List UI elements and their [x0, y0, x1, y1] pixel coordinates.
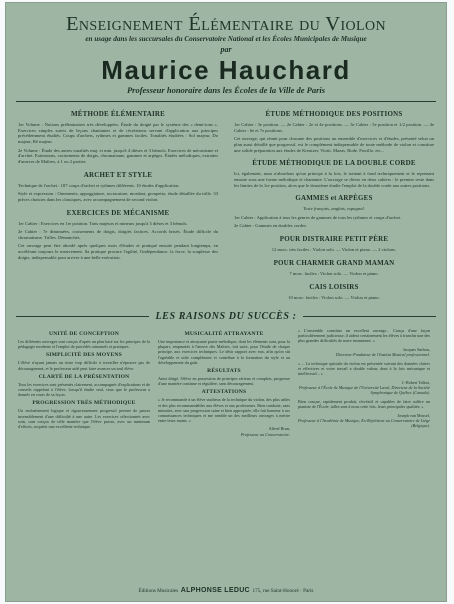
catalog-page — [6, 3, 446, 601]
left-column — [18, 108, 218, 303]
paragraph: Cet ouvrage peut être abordé après quelques mois d'études et pratiqué ensuite pendant longtemps, en accélérant toujours le mouvement. Sa pratique procure l'agilité, l'indépendance, la force, la souplesse des doigts, indispensable pour arriver à une belle exécution. — [18, 243, 218, 260]
success-banner — [16, 311, 436, 322]
success-column-1 — [18, 328, 150, 441]
paragraph: 2e Cahier : 7e diminuées, croisements de doigts, doigtés factices. Accords brisés. Étude difficile du chromatisme. Trilles. Démanchés. — [18, 229, 218, 240]
reason-text: « Je recommande à un élève studieux de la technique du violon, des plus utiles et des plus recommandables aux élèves et aux professeurs. Bien conduite, sans minuties, avec une progression saine et bien appropriée, elle fait honneur à ses connaissances techniques et me semble un des meilleurs ouvrages à mettre entre leurs mains. » — [158, 397, 290, 424]
signature-role: Professeur à l'Académie de Musique, Ex-Répétiteur au Conservatoire de Liège (Belgique). — [298, 417, 430, 429]
section-heading: MÉTHODE ÉLÉMENTAIRE — [70, 110, 166, 118]
paragraph: Style et expression : Ornements, appoggiature, acciacature, mordant, groupetto, étude détaillée du trille. 33 pièces choisies dans les classiques, avec accompagnement de second violon. — [18, 191, 218, 202]
by-label: par — [220, 45, 232, 54]
reason-text: Une importance et attrayante partie mélodique, dont les éléments sont, pour la plupart, empruntés à l'œuvre des Maîtres, fait suite, pour l'étude de chaque principe, aux exercices techniques. Le désir rapport avec eux, afin qu'on sût l'agréable et utile complément et contribue à la formation du style et au développement du goût. — [158, 339, 290, 365]
reason-text: Tous les exercices sont présentés clairement, accompagnés d'explications et de conseils rappelant à l'élève, lorsqu'il étudie seul, ceux que le professeur a donnés en cours de sa leçon. — [18, 381, 150, 398]
reason-heading: CLARTÉ DE LA PRÉSENTATION — [38, 373, 130, 380]
author-name: Maurice Hauchard — [101, 55, 351, 85]
signature-name: Alfred Brun, — [268, 426, 290, 432]
publisher-address: 175, rue Saint-Honoré · Paris — [252, 588, 314, 594]
banner-title: LES RAISONS DU SUCCÈS : — [155, 311, 297, 323]
signature — [298, 413, 430, 429]
publisher-name: ALPHONSE LEDUC — [180, 587, 250, 594]
section-heading: ARCHET ET STYLE — [83, 170, 153, 179]
reason-heading: ATTESTATIONS — [201, 389, 247, 396]
paragraph: Technique de l'archet : 187 coups d'archet et rythmes différents. 10 études d'application. — [18, 182, 180, 188]
signature-role: Professeur à l'École de Musique de l'Université Laval, Directeur de la Société Symphonique de Québec (Canada). — [298, 384, 430, 396]
paragraph: Cet ouvrage, qui réunit pour chacune des positions un ensemble d'exercices et d'études, présenté selon un plan aussi détaillé que progressif, est le complément indispensable de toute méthode de violon et constitue une solide préparation aux études de Kreutzer, Viotti, Mazas, Rode, Fiorillo, etc... — [234, 136, 434, 153]
signature-name: J.-Robert Talbot, — [401, 379, 430, 385]
paragraph: 1er Cahier : Application à tous les genres de gammes de tous les rythmes et coups d'archet. — [234, 214, 402, 220]
success-columns — [18, 328, 434, 441]
publisher-footer — [6, 587, 446, 594]
page-subtitle: en usage dans les succursales du Conservatoire National et les Écoles Municipales de Musique — [85, 35, 367, 43]
paragraph: 2e Volume : Étude des autres tonalités maj. et min. jusqu'à 4 dièses et 3 bémols. Exercices de mécanisme et d'archet. Extensions, croisements de doigts, chromatisme, gammes et arpèges. Études mélodiques, extraites d'œuvres de Maîtres, à 1 ou 2 parties. — [18, 147, 218, 165]
section-heading: ÉTUDE MÉTHODIQUE DE LA DOUBLE CORDE — [252, 159, 416, 168]
paragraph: Texte français, anglais, espagnol. — [303, 206, 365, 212]
banner-line — [16, 316, 149, 317]
paragraph: 2e Cahier : Gammes en doubles cordes. — [234, 223, 307, 229]
signature — [298, 347, 430, 357]
section-heading: GAMMES et ARPÈGES — [295, 194, 373, 203]
page-title: Enseignement Élémentaire du Violon — [65, 13, 387, 35]
paragraph: 10 morc. faciles : Violon solo. — Violon et piano. — [288, 294, 380, 300]
reason-heading: RÉSULTATS — [207, 368, 241, 375]
testimonial-text: Bien conçue, rapidement produit, récréatif et capables de faire suffire un pianiste de l'École, talles sont à nous cette fois, leurs principales qualités. » — [298, 399, 430, 410]
reason-text: Ainsi dirigé, l'élève en possession de principes sérieux et complets, progresse d'une manière continue et régulière, sans découragement. — [158, 376, 290, 387]
right-column — [234, 108, 434, 303]
signature — [158, 426, 290, 436]
success-column-2 — [158, 328, 290, 441]
success-column-3 — [298, 328, 430, 441]
reason-heading: MUSICALITÉ ATTRAYANTE — [184, 331, 264, 338]
banner-line — [303, 316, 436, 317]
reason-heading: SIMPLICITÉ DES MOYENS — [45, 352, 122, 359]
section-heading: CAIS LOISIRS — [309, 282, 359, 291]
reason-text: Les différents ouvrages sont conçus d'après un plan basé sur les principes de la pédagogie moderne et l'emploi de procédés rationnels et pratiques. — [18, 339, 150, 350]
section-heading: EXERCICES DE MÉCANISME — [66, 208, 170, 217]
signature-role: Professeur au Conservatoire. — [240, 431, 290, 437]
signature-name: Joseph van Mossel, — [397, 412, 430, 418]
testimonial-text: « ... La technique spéciale du violon est présentée suivant des données claires et effectives et votre travail a double valeur, dont à la fois mécanique et intellectuel... » — [298, 361, 430, 377]
reason-heading: PROGRESSION TRÈS MÉTHODIQUE — [32, 400, 136, 407]
paragraph: 1er Volume : Notions préliminaires très développées. Étude du doigté par le système des « demi-tons ». Exercices simples suivis de leçons chantantes et de récréations servant d'application aux principes précédemment étudiés. Coups d'archets, rythmes et gammes faciles. Tonalités étudiées : Sol majeur, Do majeur, Ré majeur. — [18, 122, 218, 145]
reason-text: L'élève n'ayant jamais un texte trop difficile à travailler n'éprouve pas de découragement, et le professeur aidé peut faire avancer un seul élève. — [18, 360, 150, 371]
reason-heading: UNITÉ DE CONCEPTION — [48, 331, 119, 338]
author-title: Professeur honoraire dans les Écoles de la Ville de Paris — [126, 85, 326, 95]
signature-name: Jacques Sarbou, — [403, 346, 430, 352]
paragraph: 7 morc. faciles : Violon solo. — Violon et piano. — [289, 270, 379, 276]
footer-prefix: Éditions Musicales — [138, 588, 179, 594]
section-heading: POUR DISTRAIRE PETIT PÈRE — [279, 235, 389, 244]
reason-text: Un enchaînement logique et rigoureusement progressif permet de passer insensiblement d'une difficulté à une autre. Les exercices sélectionnés avec soin, sont conçus de telle manière que l'élève puisse, avec un minimum d'efforts, acquérir une excellente technique. — [18, 408, 150, 430]
paragraph: 12 morc. très faciles : Violon solo. — Violon et piano. — 2 violons. — [271, 247, 397, 253]
section-heading: ÉTUDE MÉTHODIQUE DES POSITIONS — [265, 110, 403, 118]
header-divider — [16, 101, 436, 102]
method-columns — [18, 108, 434, 303]
section-heading: POUR CHARMER GRAND MAMAN — [273, 258, 395, 267]
testimonial-text: « L'ensemble constitue un excellent ouvrage... Conçu d'une façon particulièrement judicieuse, il aidera certainement les élèves à franchir une des plus grandes difficultés de notre instrument. » — [298, 328, 430, 344]
paragraph: Ici, également, nous n'abordons qu'un principe à la fois, le traitant à fond techniquement et le reprenant ensuite sous une forme mélodique et chantante. L'ouvrage se divise en deux cahiers : le premier reste dans les limites de la 1re position, alors que le deuxième étudie l'emploi de la double corde aux autres positions. — [234, 171, 434, 188]
paragraph: 1er Cahier : Exercices en 1re position. Tons majeurs et mineurs jusqu'à 3 dièses et 3 bémols. — [18, 220, 188, 226]
signature — [298, 380, 430, 396]
signature-role: Directeur-Fondateur de l'Institut Musical professionnel. — [335, 351, 430, 357]
paragraph: 1er Cahier : 3e position. — 2e Cahier : 2e et 4e positions. — 3e Cahier : 5e position et 1/2 position. — 4e Cahier : 6e et 7e positions. — [234, 122, 434, 133]
